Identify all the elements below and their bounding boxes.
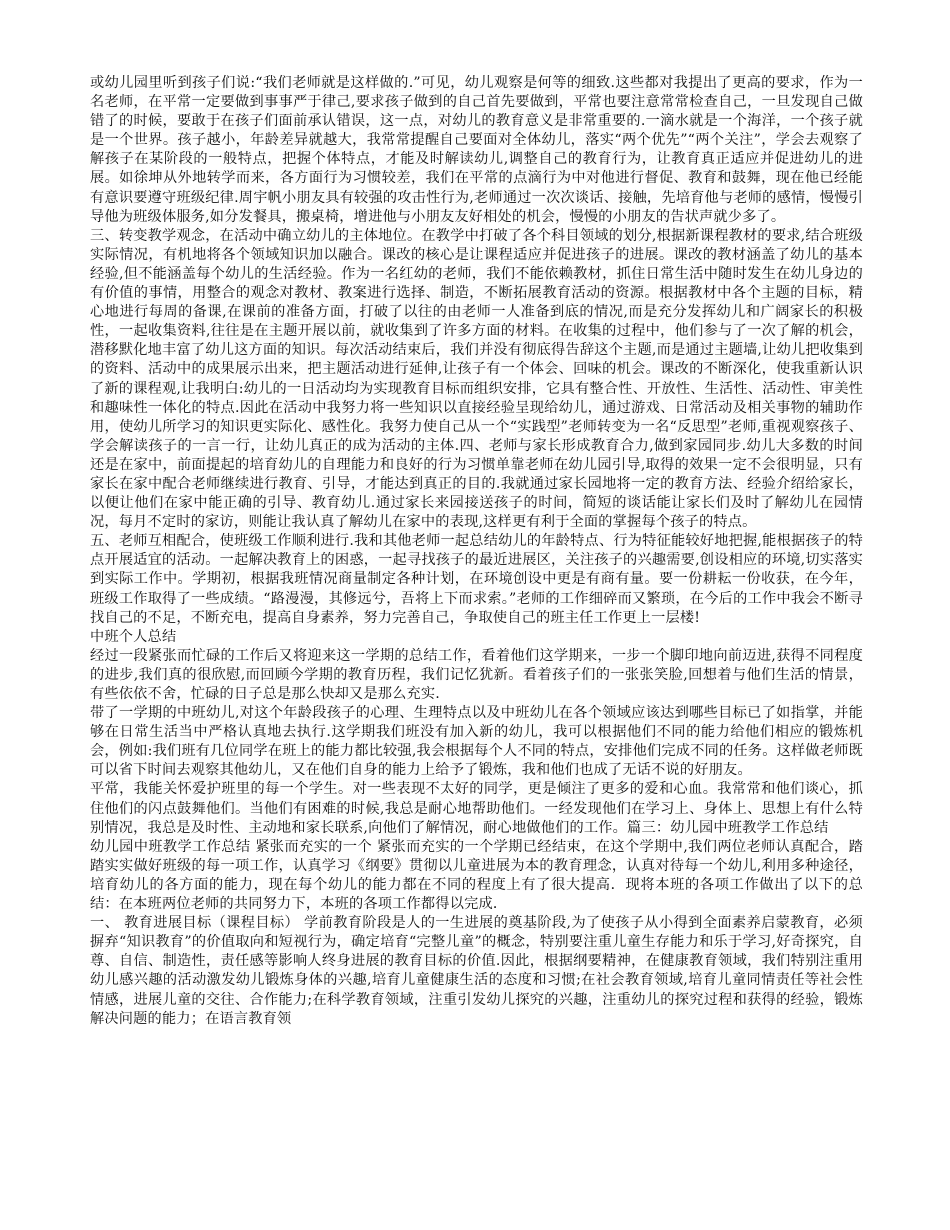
document-body bbox=[90, 74, 863, 1029]
paragraph-care-for-students: 平常，我能关怀爱护班里的每一个学生。对一些表现不太好的同学，更是倾注了更多的爱和心血。我常常和他们谈心，抓住他们的闪点鼓舞他们。当他们有困难的时候,我总是耐心地帮助他们。一经发现他们在学习上、身体上、思想上有什么特别情况，我总是及时性、主动地和家长联系,向他们了解情况，耐心地做他们的工作。篇三：幼儿园中班教学工作总结 bbox=[90, 781, 863, 836]
paragraph-teacher-example: 或幼儿园里听到孩子们说:“我们老师就是这样做的.”可见，幼儿观察是何等的细致.这些都对我提出了更高的要求，作为一名老师，在平常一定要做到事事严于律己,要求孩子做到的自己首先要做到，平常也要注意常常检查自己，一旦发现自己做错了的时候，要敢于在孩子们面前承认错误，这一点，对幼儿的教育意义是非常重要的.一滴水就是一个海洋，一个孩子就是一个世界。孩子越小，年龄差异就越大，我常常提醒自己要面对全体幼儿，落实“两个优先”“两个关注”，学会去观察了解孩子在某阶段的一般特点，把握个体特点，才能及时解读幼儿,调整自己的教育行为，让教育真正适应并促进幼儿的进展。如徐坤从外地转学而来，各方面行为习惯较差，我们在平常的点滴行为中对他进行督促、教育和鼓舞，现在他已经能有意识要遵守班级纪律.周宇帆小朋友具有较强的攻击性行为,老师通过一次次谈话、接触，先培育他与老师的感情，慢慢引导他为班级体服务,如分发餐具，搬桌椅，增进他与小朋友友好相处的机会，慢慢的小朋友的告状声就少多了。 bbox=[90, 75, 863, 225]
paragraph-development-goals: 一、 教育进展目标（课程目标） 学前教育阶段是人的一生进展的奠基阶段,为了使孩子从小得到全面素养启蒙教育，必须摒弃“知识教育”的价值取向和短视行为，确定培育“完整儿童”的概念，特别要注重儿童生存能力和乐于学习,好奇探究，自尊、自信、制造性，责任感等影响人终身进展的教育目标的价值.因此，根据纲要精神，在健康教育领域，我们特别注重用幼儿感兴趣的活动激发幼儿锻炼身体的兴趣,培育儿童健康生活的态度和习惯;在社会教育领域,培育儿童同情责任等社会性情感，进展儿童的交往、合作能力;在科学教育领域，注重引发幼儿探究的兴趣，注重幼儿的探究过程和获得的经验，锻炼解决问题的能力；在语言教育领 bbox=[90, 915, 863, 1027]
paragraph-semester-class: 带了一学期的中班幼儿,对这个年龄段孩子的心理、生理特点以及中班幼儿在各个领域应该达到哪些目标已了如指掌，并能够在日常生活当中严格认真地去执行.这学期我们班没有加入新的幼儿，我可以根据他们不同的能力给他们相应的锻炼机会，例如:我们班有几位同学在班上的能力都比较强,我会根据每个人不同的特点，安排他们完成不同的任务。这样做老师既可以省下时间去观察其他幼儿，又在他们自身的能力上给予了锻炼，我和他们也成了无话不说的好朋友。 bbox=[90, 705, 863, 779]
paragraph-section-five: 五、老师互相配合，使班级工作顺利进行.我和其他老师一起总结幼儿的年龄特点、行为特征能较好地把握,能根据孩子的特点开展适宜的活动。一起解决教育上的困惑，一起寻找孩子的最近进展区，关注孩子的兴趣需要,创设相应的环境,切实落实到实际工作中。学期初，根据我班情况商量制定各种计划，在环境创设中更是有商有量。要一份耕耘一份收获，在今年，班级工作取得了一些成绩。“路漫漫，其修远兮，吾将上下而求索。”老师的工作细碎而又繁琐，在今后的工作中我会不断寻找自己的不足，不断充电，提高自身素养，努力完善自己，争取使自己的班主任工作更上一层楼! bbox=[90, 533, 863, 626]
paragraph-section-three-four: 三、转变教学观念，在活动中确立幼儿的主体地位。在教学中打破了各个科目领域的划分,根据新课程教材的要求,结合班级实际情况，有机地将各个领域知识加以融合。课改的核心是让课程适应并促进孩子的进展。课改的教材涵盖了幼儿的基本经验,但不能涵盖每个幼儿的生活经验。作为一名红幼的老师，我们不能依赖教材，抓住日常生活中随时发生在幼儿身边的有价值的事情，用整合的观念对教材、教案进行选择、制造，不断拓展教育活动的资源。根据教材中各个主题的目标，精心地进行每周的备课,在课前的准备方面，打破了以往的由老师一人准备到底的情况,而是充分发挥幼儿和广阔家长的积极性，一起收集资料,往往是在主题开展以前，就收集到了许多方面的材料。在收集的过程中，他们参与了一次了解的机会，潜移默化地丰富了幼儿这方面的知识。每次活动结束后，我们并没有彻底得告辞这个主题,而是通过主题墙,让幼儿把收集到的资料、活动中的成果展示出来，把主题活动进行延伸,让孩子有一个体会、回味的机会。课改的不断深化，使我重新认识了新的课程观,让我明白:幼儿的一日活动均为实现教育目标而组织安排，它具有整合性、开放性、生活性、活动性、审美性和趣味性一体化的特点.因此在活动中我努力将一些知识以直接经验呈现给幼儿，通过游戏、日常活动及相关事物的辅助作用，使幼儿所学习的知识更实际化、感性化。我努力使自己从一个“实践型”老师转变为一名“反思型”老师,重视观察孩子、学会解读孩子的一言一行，让幼儿真正的成为活动的主体.四、老师与家长形成教育合力,做到家园同步.幼儿大多数的时间还是在家中，前面提起的培育幼儿的自理能力和良好的行为习惯单靠老师在幼儿园引导,取得的效果一定不会很明显，只有家长在家中配合老师继续进行教育、引导，才能达到真正的目的.我就通过家长园地将一定的教育方法、经验介绍给家长，以便让他们在家中能正确的引导、教育幼儿.通过家长来园接送孩子的时间，简短的谈话能让家长们及时了解幼儿在园情况，每月不定时的家访，则能让我认真了解幼儿在家中的表现,这样更有利于全面的掌握每个孩子的特点。 bbox=[90, 227, 863, 531]
section-heading-middle-class-summary: 中班个人总结 bbox=[90, 628, 177, 645]
paragraph-summary-intro: 经过一段紧张而忙碌的工作后又将迎来这一学期的总结工作，看着他们这学期来，一步一个脚印地向前迈进,获得不同程度的进步,我们真的很欣慰,而回顾今学期的教育历程，我们记忆犹新。看着孩子们的一张张笑脸,回想着与他们生活的情景，有些依依不舍，忙碌的日子总是那么快却又是那么充实. bbox=[90, 647, 863, 702]
paragraph-teaching-summary: 幼儿园中班教学工作总结 紧张而充实的一个 紧张而充实的一个学期已经结束，在这个学期中,我们两位老师认真配合，踏踏实实做好班级的每一项工作，认真学习《纲要》贯彻以儿童进展为本的教育理念，认真对待每一个幼儿,利用多种途径，培育幼儿的各方面的能力，现在每个幼儿的能力都在不同的程度上有了很大提高．现将本班的各项工作做出了以下的总结：在本班两位老师的共同努力下，本班的各项工作都得以完成． bbox=[90, 838, 863, 913]
